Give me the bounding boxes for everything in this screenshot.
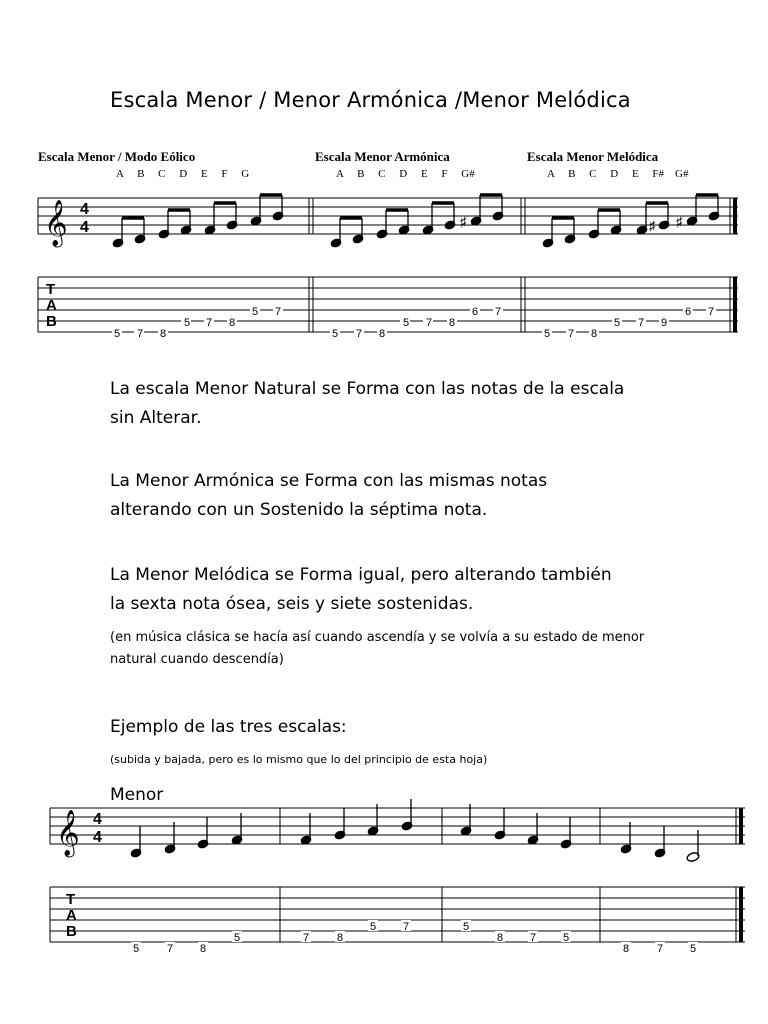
svg-text:6: 6 (685, 306, 692, 318)
sharp-icon: ♯ (649, 218, 656, 233)
svg-text:7: 7 (657, 943, 664, 955)
svg-text:7: 7 (568, 328, 575, 340)
sharp-icon: ♯ (676, 214, 683, 229)
time-signature-top: 4 (93, 811, 102, 828)
top-staff-and-tab (0, 0, 768, 360)
svg-text:8: 8 (229, 317, 236, 329)
paragraph-harmonic-minor: La Menor Armónica se Forma con las mismas notas alterando con un Sostenido la séptima nota. (110, 471, 548, 520)
svg-text:8: 8 (449, 317, 456, 329)
time-signature-bottom: 4 (93, 829, 102, 846)
svg-text:5: 5 (332, 328, 339, 340)
measure-1-notes (112, 195, 284, 248)
scale-notes-natural: A B C D E F G (116, 168, 250, 180)
example-subnote: (subida y bajada, pero es lo mismo que lo del principio de esta hoja) (110, 753, 488, 766)
paragraph-melodic-minor: La Menor Melódica se Forma igual, pero alterando también la sexta nota ósea, seis y siete sostenidas. (110, 565, 612, 614)
svg-text:7: 7 (137, 328, 144, 340)
classical-note: (en música clásica se hacía así cuando ascendía y se volvía a su estado de menor natural cuando descendía) (110, 630, 645, 667)
bottom-tab-lines (50, 887, 745, 942)
scale-notes-harmonic: A B C D E F G# (336, 168, 475, 180)
svg-text:6: 6 (472, 306, 479, 318)
sharp-icon: ♯ (460, 214, 467, 229)
measure-3-notes (542, 195, 720, 248)
bottom-quarter-notes (130, 799, 700, 863)
top-staff-lines (38, 198, 738, 234)
bottom-tab-numbers (131, 920, 698, 955)
example-label: Menor (110, 785, 164, 805)
bottom-staff-lines (50, 808, 745, 844)
svg-text:5: 5 (234, 932, 241, 944)
scale-header-harmonic: Escala Menor Armónica (315, 149, 450, 164)
svg-text:T: T (46, 281, 56, 298)
svg-text:A: A (66, 907, 77, 924)
svg-text:8: 8 (497, 932, 504, 944)
svg-text:7: 7 (303, 932, 310, 944)
svg-text:5: 5 (544, 328, 551, 340)
svg-text:5: 5 (252, 306, 259, 318)
svg-text:T: T (66, 891, 76, 908)
svg-text:7: 7 (708, 306, 715, 318)
svg-text:5: 5 (463, 921, 470, 933)
svg-text:5: 5 (184, 317, 191, 329)
svg-text:5: 5 (403, 317, 410, 329)
top-tab-lines (38, 277, 738, 332)
svg-text:B: B (66, 923, 77, 940)
treble-clef-icon: 𝄞 (56, 811, 80, 855)
svg-text:5: 5 (690, 943, 697, 955)
page-title: Escala Menor / Menor Armónica /Menor Melódica (110, 88, 631, 112)
svg-text:7: 7 (403, 921, 410, 933)
svg-text:8: 8 (623, 943, 630, 955)
svg-text:5: 5 (133, 943, 140, 955)
svg-text:7: 7 (638, 317, 645, 329)
paragraph-natural-minor: La escala Menor Natural se Forma con las notas de la escala sin Alterar. (110, 379, 625, 428)
svg-text:8: 8 (591, 328, 598, 340)
time-signature-bottom: 4 (80, 219, 89, 236)
svg-text:7: 7 (206, 317, 213, 329)
svg-text:7: 7 (530, 932, 537, 944)
svg-text:5: 5 (370, 921, 377, 933)
svg-text:8: 8 (200, 943, 207, 955)
svg-text:8: 8 (379, 328, 386, 340)
measure-2-notes (330, 195, 504, 248)
svg-text:B: B (46, 313, 57, 330)
time-signature-top: 4 (80, 201, 89, 218)
svg-text:7: 7 (275, 306, 282, 318)
example-heading: Ejemplo de las tres escalas: (110, 717, 347, 737)
svg-text:7: 7 (167, 943, 174, 955)
svg-text:A: A (46, 297, 57, 314)
svg-text:7: 7 (356, 328, 363, 340)
svg-text:7: 7 (426, 317, 433, 329)
bottom-staff-and-tab (0, 790, 768, 970)
scale-header-natural: Escala Menor / Modo Eólico (38, 149, 196, 164)
scale-notes-melodic: A B C D E F# G# (547, 168, 689, 180)
svg-text:7: 7 (495, 306, 502, 318)
svg-text:5: 5 (563, 932, 570, 944)
scale-header-melodic: Escala Menor Melódica (527, 149, 659, 164)
svg-text:5: 5 (614, 317, 621, 329)
svg-text:9: 9 (661, 317, 668, 329)
svg-text:8: 8 (337, 932, 344, 944)
treble-clef-icon: 𝄞 (44, 201, 68, 245)
svg-text:8: 8 (160, 328, 167, 340)
svg-text:5: 5 (114, 328, 121, 340)
